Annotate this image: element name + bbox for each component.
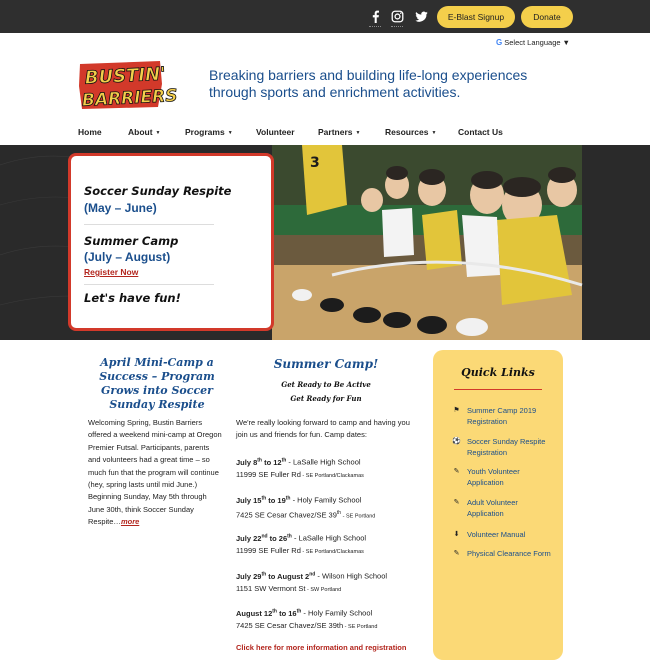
facebook-icon[interactable] [367, 9, 383, 25]
bustin-barriers-logo[interactable] [78, 60, 178, 111]
quick-link-youth-volunteer[interactable] [452, 466, 552, 488]
divider [84, 224, 214, 225]
download-icon: ⬇ [453, 531, 460, 538]
edit-icon: ✎ [453, 499, 460, 506]
language-selector[interactable] [496, 38, 570, 47]
quick-link-adult-volunteer[interactable] [452, 497, 552, 519]
hero-photo [272, 145, 582, 340]
camp-entry: July 8th to 12th - LaSalle High School 11999 SE Fuller Rd - SE Portland/Clackamas [236, 457, 364, 479]
article-title: April Mini-Camp a Success – Program Grows into Soccer Sunday Respite [99, 356, 215, 411]
flag-icon: ⚑ [453, 407, 460, 414]
quick-link-label: Adult Volunteer Application [467, 498, 518, 518]
svg-text:3: 3 [310, 155, 320, 171]
caret-down-icon: ▼ [155, 130, 161, 136]
language-label: Select Language [504, 38, 561, 47]
nav-resources[interactable] [385, 127, 436, 137]
nav-programs[interactable] [185, 127, 233, 137]
register-now-link[interactable]: Register Now [84, 267, 139, 277]
caret-down-icon: ▼ [562, 38, 570, 47]
hero-item2-sub: (July – August) [84, 250, 171, 264]
summer-camp-subtitle-2: Get Ready for Fun [290, 394, 362, 403]
hero-item1-title: Soccer Sunday Respite [84, 184, 232, 198]
more-link[interactable]: more [120, 517, 140, 527]
edit-icon: ✎ [453, 550, 460, 557]
caret-down-icon: ▼ [227, 130, 233, 136]
quick-links-title: Quick Links [461, 366, 535, 379]
nav-about[interactable] [128, 127, 161, 137]
svg-text:BUSTIN': BUSTIN' [84, 63, 167, 89]
hero-card [68, 153, 274, 331]
caret-down-icon: ▼ [355, 130, 361, 136]
nav-home[interactable] [78, 127, 102, 137]
hero-item1-sub: (May – June) [84, 201, 157, 215]
hero-item2-title: Summer Camp [84, 234, 179, 248]
soccer-ball-icon: ⚽ [452, 438, 461, 445]
quick-link-volunteer-manual[interactable] [452, 529, 552, 540]
article-text: Welcoming Spring, Bustin Barriers offered a weekend mini-camp at Oregon Premier Futsal. Participants, parents and volunteers had a great time – so much fun that the program will continue (hey, spring lasts until mid June.) Beginning Sunday, May 5th through June 30th, think Soccer Sunday Respite… [88, 418, 222, 527]
camp-entry: July 15th to 19th - Holy Family School 7425 SE Cesar Chavez/SE 39th - SE Portland [236, 495, 376, 520]
nav-label: Home [78, 127, 102, 137]
quick-link-physical-clearance[interactable] [452, 548, 552, 559]
nav-label: Resources [385, 127, 429, 137]
twitter-icon[interactable] [413, 9, 429, 25]
camp-entry: July 29th to August 2nd - Wilson High School 1151 SW Vermont St - SW Portland [236, 571, 388, 593]
eblast-signup-button[interactable]: E-Blast Signup [437, 6, 515, 28]
google-icon: G [496, 38, 503, 47]
quick-link-label: Soccer Sunday Respite Registration [467, 437, 546, 457]
quick-link-label: Youth Volunteer Application [467, 467, 520, 487]
summer-camp-title: Summer Camp! [273, 357, 379, 371]
quick-link-label: Summer Camp 2019 Registration [467, 406, 537, 426]
camp-entry: August 12th to 16th - Holy Family School 7425 SE Cesar Chavez/SE 39th - SE Portland [236, 608, 378, 630]
nav-partners[interactable] [318, 127, 360, 137]
nav-label: Partners [318, 127, 353, 137]
nav-volunteer[interactable] [256, 127, 295, 137]
donate-button[interactable]: Donate [521, 6, 573, 28]
hero-item3-title: Let's have fun! [84, 291, 181, 305]
svg-text:BARRIERS: BARRIERS [81, 85, 178, 111]
nav-label: Contact Us [458, 127, 503, 137]
nav-label: Programs [185, 127, 225, 137]
caret-down-icon: ▼ [431, 130, 437, 136]
quick-link-summer-camp[interactable] [452, 405, 552, 427]
tagline: Breaking barriers and building life-long experiences through sports and enrichment activities. [209, 67, 528, 100]
summer-camp-intro: We're really looking forward to camp and having you join us and friends for fun. Camp dates: [236, 418, 410, 440]
nav-label: Volunteer [256, 127, 295, 137]
divider [454, 389, 542, 390]
instagram-icon[interactable] [389, 9, 405, 25]
camp-entry: July 22nd to 26th - LaSalle High School 11999 SE Fuller Rd - SE Portland/Clackamas [236, 533, 367, 555]
quick-link-label: Physical Clearance Form [467, 549, 551, 558]
divider [84, 284, 214, 285]
quick-link-soccer-sunday[interactable] [452, 436, 552, 458]
quick-link-label: Volunteer Manual [467, 530, 526, 539]
registration-info-link[interactable]: Click here for more information and registration [236, 643, 407, 652]
summer-camp-subtitle-1: Get Ready to Be Active [281, 380, 371, 389]
nav-label: About [128, 127, 153, 137]
article-body [88, 417, 223, 529]
edit-icon: ✎ [453, 468, 460, 475]
nav-contact[interactable] [458, 127, 503, 137]
hero-right-panel [582, 145, 650, 340]
